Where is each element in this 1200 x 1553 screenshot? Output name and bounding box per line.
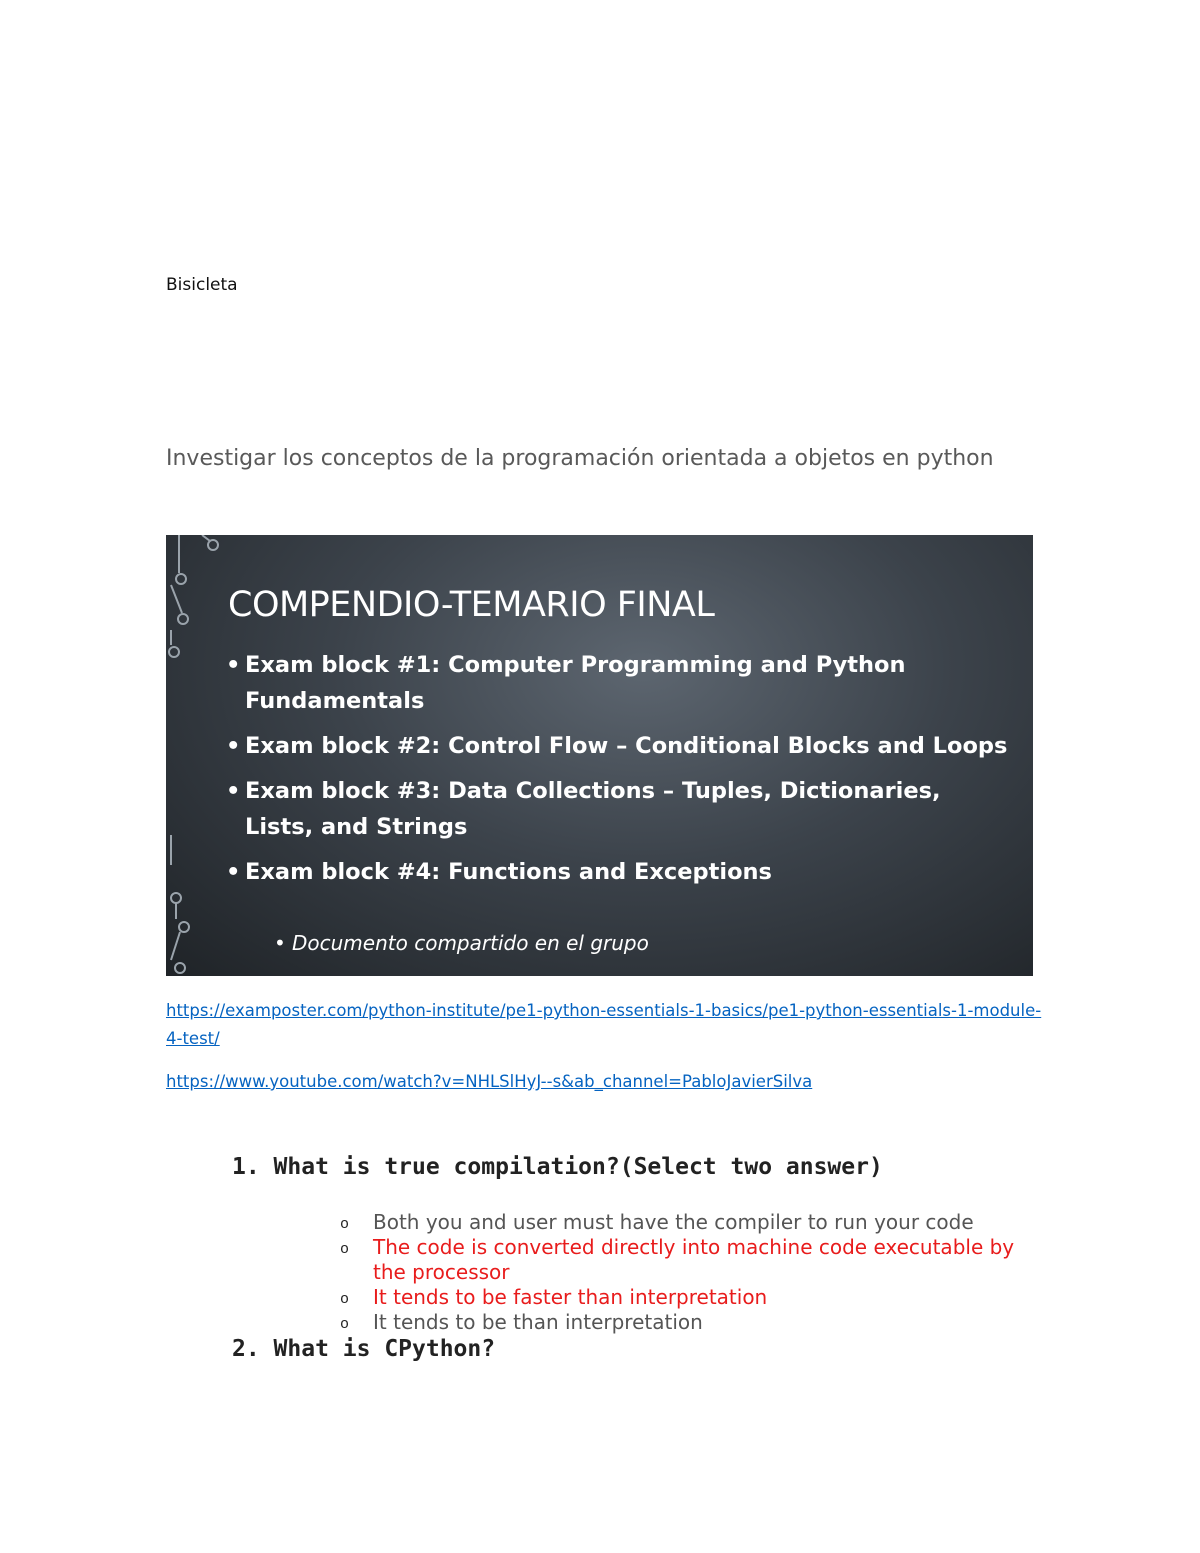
slide-bullet-list (226, 647, 1016, 899)
answer-option-correct (340, 1235, 1020, 1285)
option-bullet-icon: o (340, 1291, 350, 1308)
answer-option-text: Both you and user must have the compiler to run your code (373, 1210, 974, 1234)
answer-option (340, 1210, 1020, 1235)
answer-option (340, 1310, 1020, 1335)
answer-option-correct (340, 1285, 1020, 1310)
question-2: 2. What is CPython? (232, 1336, 496, 1362)
answer-option-text: It tends to be faster than interpretation (373, 1285, 768, 1309)
slide-title: COMPENDIO-TEMARIO FINAL (228, 585, 715, 625)
slide-bullet-item: • Exam block #4: Functions and Exceptions (226, 854, 1016, 890)
option-bullet-icon: o (340, 1216, 350, 1233)
slide-bullet-item: • Exam block #3: Data Collections – Tuples, Dictionaries, Lists, and Strings (226, 773, 1016, 845)
answer-option-text: It tends to be than interpretation (373, 1310, 703, 1334)
answer-option-text: The code is converted directly into machine code executable by the processor (373, 1235, 1015, 1284)
option-bullet-icon: o (340, 1241, 350, 1258)
slide-bullet-item: • Exam block #1: Computer Programming and Python Fundamentals (226, 647, 1016, 719)
circuit-decoration-icon (166, 535, 226, 976)
question-1: 1. What is true compilation?(Select two answer) (232, 1154, 883, 1180)
document-word: Bisicleta (166, 275, 238, 295)
slide-subitem: • Documento compartido en el grupo (274, 931, 649, 955)
youtube-link[interactable]: https://www.youtube.com/watch?v=NHLSlHyJ--s&ab_channel=PabloJavierSilva (166, 1072, 813, 1091)
slide-bullet-item: • Exam block #2: Control Flow – Conditional Blocks and Loops (226, 728, 1016, 764)
examposter-link[interactable]: https://examposter.com/python-institute/pe1-python-essentials-1-basics/pe1-python-essentials-1-module-4-test/ (166, 1001, 1042, 1048)
slide-image (166, 535, 1033, 976)
document-heading: Investigar los conceptos de la programación orientada a objetos en python (166, 446, 994, 471)
option-bullet-icon: o (340, 1316, 350, 1333)
question-1-options (340, 1210, 1020, 1335)
